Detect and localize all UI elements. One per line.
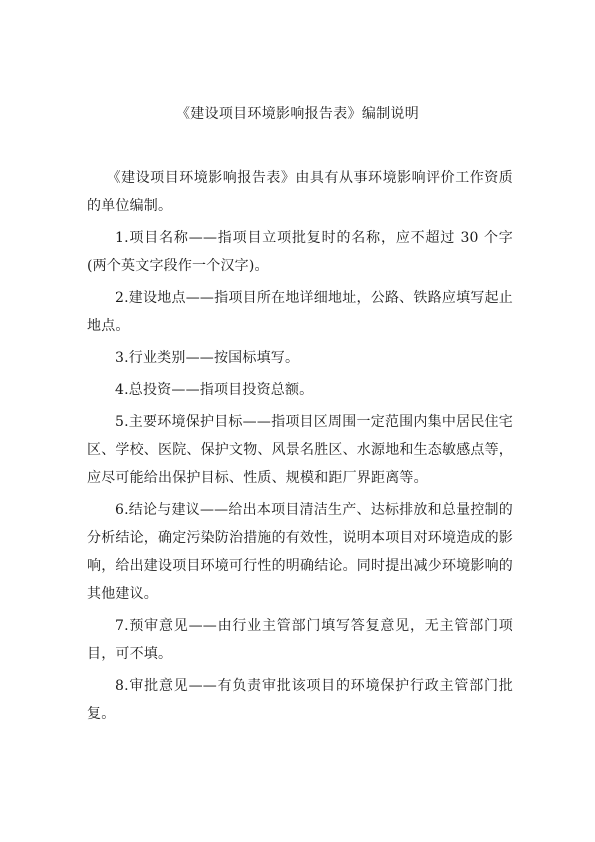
list-item bbox=[87, 376, 513, 404]
item-text: 结论与建议——给出本项目清洁生产、达标排放和总量控制的分析结论，确定污染防治措施的有效性，说明本项目对环境造成的影响，给出建设项目环境可行性的明确结论。同时提出减少环境影响的其他建议。 bbox=[87, 502, 513, 602]
item-number: 7. bbox=[115, 618, 129, 634]
item-text: 总投资——指项目投资总额。 bbox=[128, 382, 314, 398]
list-item bbox=[87, 408, 513, 492]
list-item bbox=[87, 496, 513, 608]
item-number: 8. bbox=[115, 678, 129, 694]
list-item bbox=[87, 284, 513, 340]
item-number: 6. bbox=[115, 502, 129, 518]
item-number: 4. bbox=[115, 382, 129, 398]
list-item bbox=[87, 612, 513, 668]
item-text: 项目名称——指项目立项批复时的名称，应不超过 30 个字(两个英文字段作一个汉字)。 bbox=[87, 230, 513, 274]
document-body bbox=[87, 164, 513, 732]
item-number: 5. bbox=[115, 414, 129, 430]
item-number: 3. bbox=[115, 350, 129, 366]
item-number: 2. bbox=[115, 290, 129, 306]
document-title: 《建设项目环境影响报告表》编制说明 bbox=[175, 106, 420, 122]
item-text: 主要环境保护目标——指项目区周围一定范围内集中居民住宅区、学校、医院、保护文物、风景名胜区、水源地和生态敏感点等，应尽可能给出保护目标、性质、规模和距厂界距离等。 bbox=[87, 414, 513, 486]
item-number: 1. bbox=[115, 230, 129, 246]
item-text: 审批意见——有负责审批该项目的环境保护行政主管部门批复。 bbox=[87, 678, 513, 722]
item-text: 行业类别——按国标填写。 bbox=[128, 350, 300, 366]
list-item bbox=[87, 672, 513, 728]
item-text: 建设地点——指项目所在地详细地址，公路、铁路应填写起止地点。 bbox=[87, 290, 513, 334]
item-text: 预审意见——由行业主管部门填写答复意见，无主管部门项目，可不填。 bbox=[87, 618, 513, 662]
intro-paragraph: 《建设项目环境影响报告表》由具有从事环境影响评价工作资质的单位编制。 bbox=[87, 170, 513, 214]
list-item bbox=[87, 344, 513, 372]
list-item bbox=[87, 224, 513, 280]
